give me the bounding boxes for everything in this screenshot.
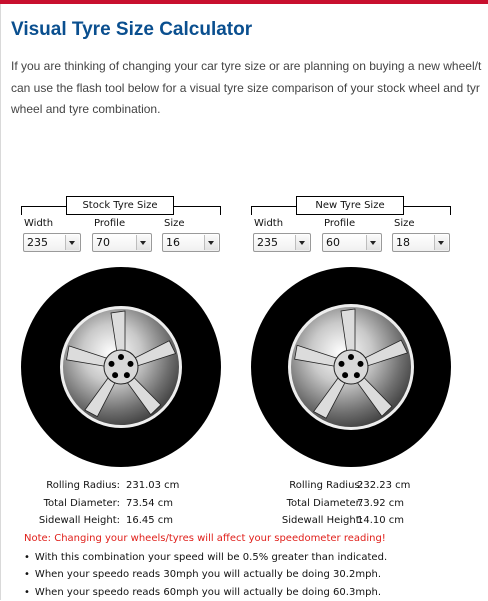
new-size-value: 18 <box>396 236 410 249</box>
new-size-select[interactable] <box>392 233 450 252</box>
top-accent-bar <box>0 0 488 4</box>
stock-stats <box>0 477 210 530</box>
stock-rolling-radius-row <box>0 477 210 495</box>
stat-label: Sidewall Height: <box>281 515 363 526</box>
new-wheel-tyre-icon <box>251 267 451 467</box>
new-profile-select[interactable] <box>322 233 382 252</box>
stat-label: Rolling Radius: <box>289 480 363 491</box>
new-width-select[interactable] <box>253 233 311 252</box>
stock-size-label: Size <box>164 218 185 229</box>
stock-total-diameter-value: 73.54 cm <box>126 497 174 509</box>
new-total-diameter-value: 73.92 cm <box>357 497 405 509</box>
new-tyre-size-legend: New Tyre Size <box>296 196 404 215</box>
stat-label: Rolling Radius: <box>46 480 120 491</box>
stock-wheel-tyre-icon <box>21 267 221 467</box>
new-stats <box>230 477 460 530</box>
new-sidewall-height-value: 14.10 cm <box>357 515 405 526</box>
stock-sidewall-height-row <box>0 512 210 530</box>
result-item: • With this combination your speed will be 0.5% greater than indicated. <box>24 549 387 566</box>
stock-size-select[interactable] <box>162 233 220 252</box>
stock-rolling-radius-value: 231.03 cm <box>126 480 180 491</box>
result-item: • When your speedo reads 60mph you will actually be doing 60.3mph. <box>24 584 387 601</box>
stock-width-value: 235 <box>27 236 48 249</box>
stock-profile-value: 70 <box>96 236 110 249</box>
stock-sidewall-height-value: 16.45 cm <box>126 515 174 526</box>
new-profile-value: 60 <box>326 236 340 249</box>
stock-width-select[interactable] <box>23 233 81 252</box>
stock-total-diameter-row <box>0 495 210 513</box>
new-size-label: Size <box>394 218 415 229</box>
dropdown-arrow-icon[interactable] <box>136 235 150 250</box>
speedometer-warning: Note: Changing your wheels/tyres will affect your speedometer reading! <box>24 533 386 544</box>
stat-label: Sidewall Height: <box>38 515 120 526</box>
dropdown-arrow-icon[interactable] <box>204 235 218 250</box>
new-sidewall-height-row <box>230 512 460 530</box>
intro-line: If you are thinking of changing your car tyre size or are planning on buying a new wheel/t <box>11 59 482 73</box>
intro-line: wheel and tyre combination. <box>11 102 161 116</box>
stock-width-label: Width <box>24 218 54 229</box>
new-total-diameter-row <box>230 495 460 513</box>
stat-label: Total Diameter: <box>43 497 120 509</box>
dropdown-arrow-icon[interactable] <box>65 235 79 250</box>
stock-profile-select[interactable] <box>92 233 152 252</box>
intro-line: can use the flash tool below for a visual tyre size comparison of your stock wheel and tyr <box>11 80 480 95</box>
dropdown-arrow-icon[interactable] <box>366 235 380 250</box>
new-rolling-radius-row <box>230 477 460 495</box>
new-width-label: Width <box>254 218 284 229</box>
dropdown-arrow-icon[interactable] <box>434 235 448 250</box>
intro-text <box>11 56 488 120</box>
stat-label: Total Diameter: <box>286 497 363 509</box>
stock-size-value: 16 <box>166 236 180 249</box>
dropdown-arrow-icon[interactable] <box>295 235 309 250</box>
stock-profile-label: Profile <box>94 218 126 229</box>
results-list <box>24 549 387 601</box>
new-rolling-radius-value: 232.23 cm <box>357 480 411 491</box>
result-item: • When your speedo reads 30mph you will actually be doing 30.2mph. <box>24 566 387 583</box>
stock-tyre-size-legend: Stock Tyre Size <box>66 196 174 215</box>
new-profile-label: Profile <box>324 218 356 229</box>
new-width-value: 235 <box>257 236 278 249</box>
page-title: Visual Tyre Size Calculator <box>11 19 253 40</box>
